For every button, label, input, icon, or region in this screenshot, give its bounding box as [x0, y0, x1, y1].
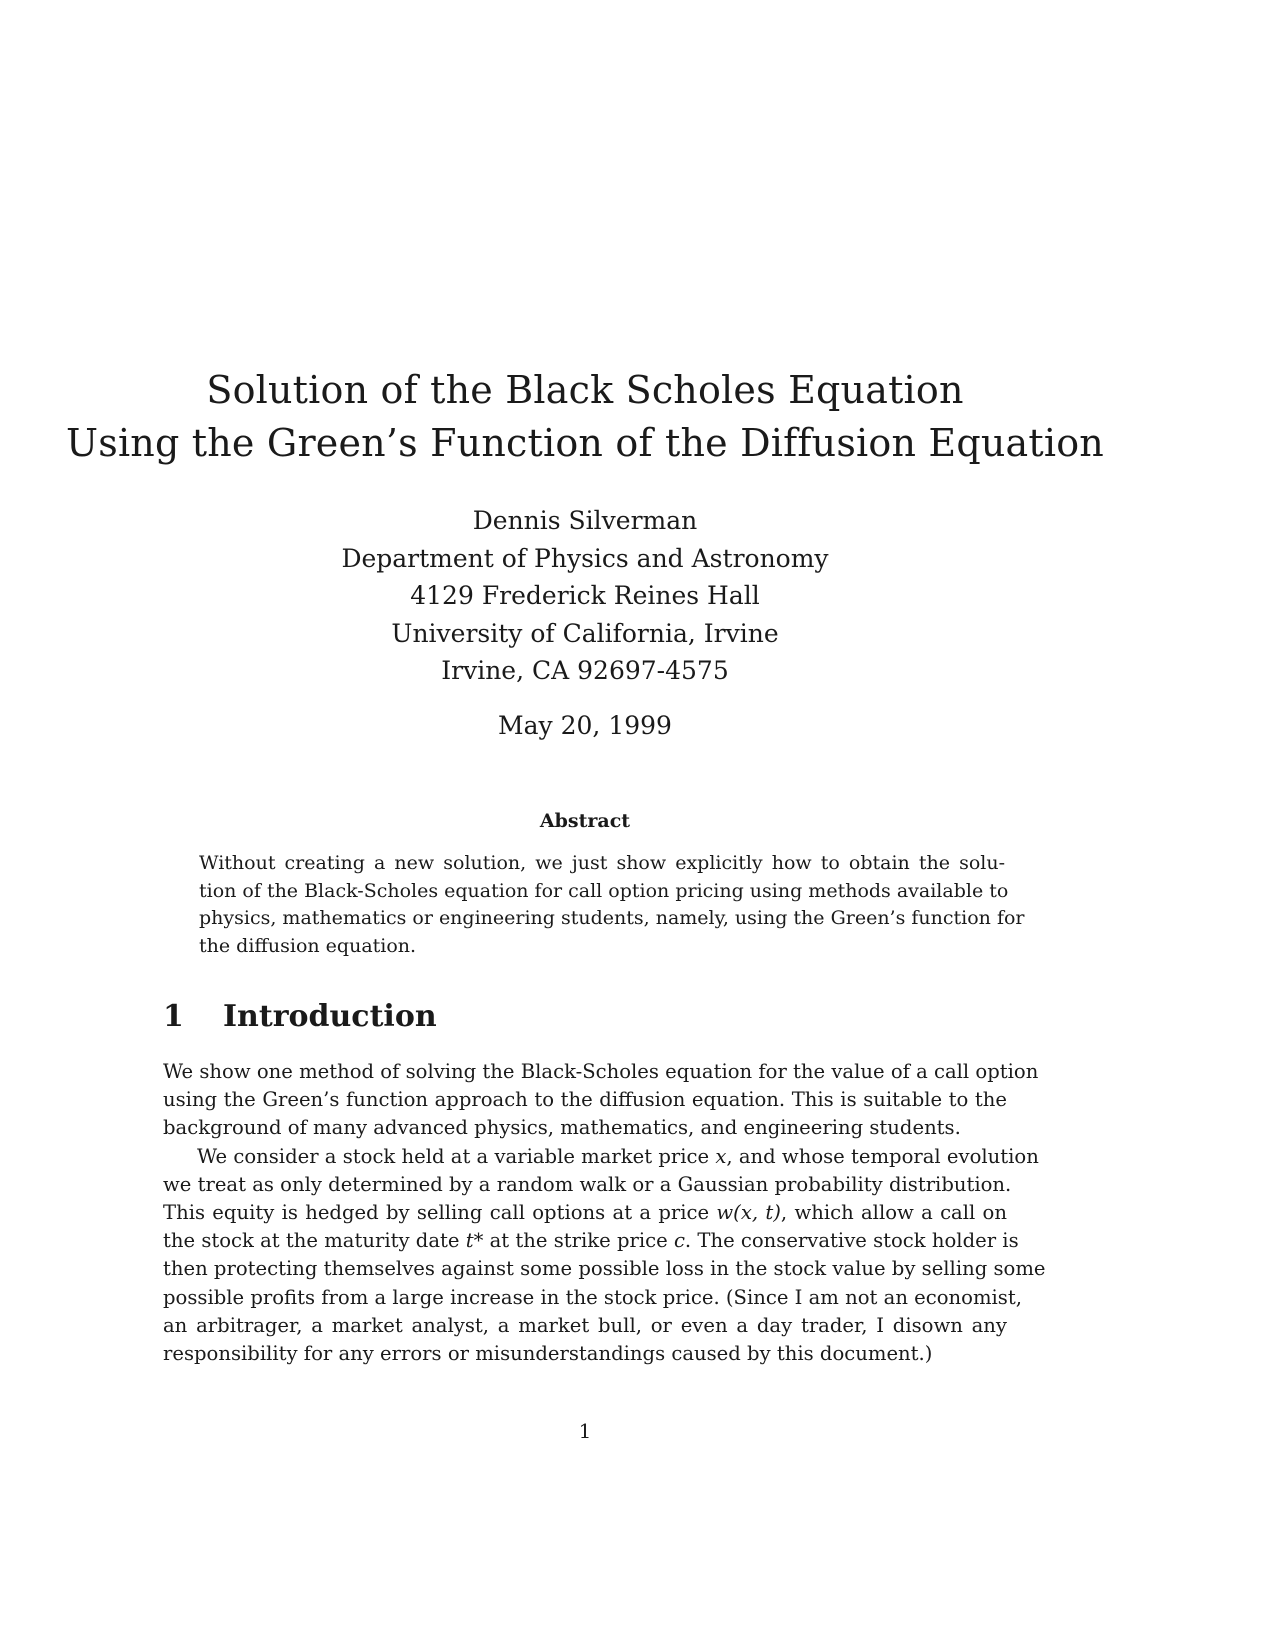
text-run: . The conservative stock holder is	[684, 1229, 1019, 1253]
section-heading	[163, 997, 437, 1037]
paragraph-line	[163, 1143, 1039, 1171]
paragraph-line: an arbitrager, a market analyst, a market bull, or even a day trader, I disown any	[163, 1313, 1007, 1337]
abstract-heading: Abstract	[539, 810, 631, 832]
author-institution: University of California, Irvine	[391, 618, 779, 648]
author-block	[0, 502, 1170, 690]
abstract-line: physics, mathematics or engineering students, namely, using the Green’s function for	[199, 907, 1025, 930]
math-variable: c	[673, 1229, 685, 1253]
page-number: 1	[578, 1419, 592, 1443]
text-run: We consider a stock held at a variable market price	[197, 1144, 716, 1168]
paper-title-line-1: Solution of the Black Scholes Equation	[206, 368, 964, 412]
paragraph-line: then protecting themselves against some possible loss in the stock value by selling some	[163, 1257, 1046, 1281]
author-city: Irvine, CA 92697-4575	[441, 656, 729, 685]
section-title: Introduction	[223, 999, 437, 1034]
paragraph-line	[163, 1199, 1007, 1227]
author-department: Department of Physics and Astronomy	[341, 543, 829, 573]
text-run: This equity is hedged by selling call options at a price	[163, 1201, 717, 1225]
paragraph-line: possible profits from a large increase in the stock price. (Since I am not an economist,	[163, 1285, 1022, 1309]
text-run: the stock at the maturity date	[163, 1229, 466, 1253]
paragraph-line: we treat as only determined by a random walk or a Gaussian probability distribution.	[163, 1172, 1012, 1196]
paragraph-line: background of many advanced physics, mathematics, and engineering students.	[163, 1116, 961, 1140]
paper-title-line-2: Using the Green’s Function of the Diffusion Equation	[66, 421, 1104, 465]
author-address: 4129 Frederick Reines Hall	[410, 581, 760, 610]
text-run: , which allow a call on	[780, 1201, 1007, 1225]
author-name: Dennis Silverman	[472, 506, 698, 535]
section-number: 1	[163, 999, 184, 1034]
abstract-line: Without creating a new solution, we just show explicitly how to obtain the solu-	[199, 852, 1005, 874]
paper-date: May 20, 1999	[498, 711, 672, 740]
text-run: , and whose temporal evolution	[726, 1144, 1039, 1168]
paragraph-line: We show one method of solving the Black-Scholes equation for the value of a call option	[163, 1060, 1039, 1083]
paragraph-line: responsibility for any errors or misunderstandings caused by this document.)	[163, 1342, 933, 1366]
section-body	[163, 1058, 1046, 1368]
abstract-line: tion of the Black-Scholes equation for call option pricing using methods available to	[199, 879, 1009, 902]
paragraph-line	[163, 1227, 1019, 1255]
abstract-line: the diffusion equation.	[199, 935, 417, 958]
math-variable: x	[715, 1144, 727, 1168]
text-run: at the strike price	[483, 1229, 674, 1253]
abstract-body	[199, 850, 1025, 961]
paragraph-line: using the Green’s function approach to the diffusion equation. This is suitable to the	[163, 1088, 1007, 1112]
math-variable: t*	[465, 1229, 484, 1253]
math-expression: w(x, t)	[716, 1201, 781, 1225]
